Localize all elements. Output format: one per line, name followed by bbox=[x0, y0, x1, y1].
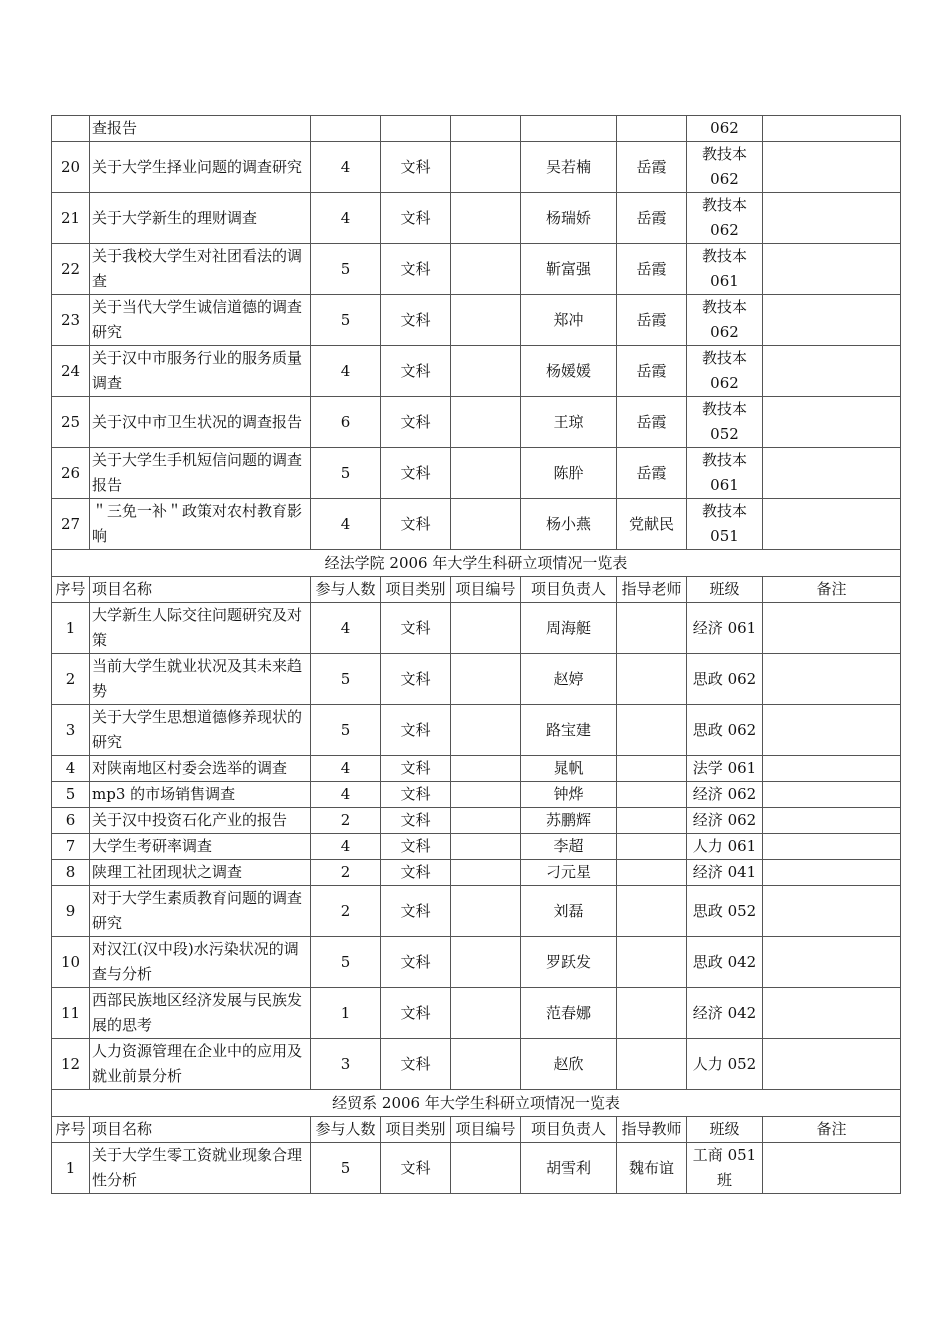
cell-class: 教技本061 bbox=[687, 448, 763, 499]
cell-advisor bbox=[617, 756, 687, 782]
cell-class: 经济 041 bbox=[687, 860, 763, 886]
cell-no: 22 bbox=[52, 244, 90, 295]
cell-class: 人力 061 bbox=[687, 834, 763, 860]
cell-no bbox=[52, 116, 90, 142]
cell-type: 文科 bbox=[381, 193, 451, 244]
project-table bbox=[51, 115, 901, 1194]
cell-advisor: 党献民 bbox=[617, 499, 687, 550]
cell-no: 10 bbox=[52, 937, 90, 988]
cell-leader: 王琼 bbox=[521, 397, 617, 448]
cell-code bbox=[451, 705, 521, 756]
cell-count: 2 bbox=[311, 886, 381, 937]
cell-advisor bbox=[617, 886, 687, 937]
cell-advisor: 指导老师 bbox=[617, 577, 687, 603]
cell-advisor: 岳霞 bbox=[617, 397, 687, 448]
cell-code bbox=[451, 834, 521, 860]
cell-advisor: 岳霞 bbox=[617, 295, 687, 346]
cell-class: 教技本062 bbox=[687, 142, 763, 193]
cell-leader: 项目负责人 bbox=[521, 1117, 617, 1143]
cell-name: 关于大学新生的理财调查 bbox=[90, 193, 311, 244]
cell-name: 项目名称 bbox=[90, 577, 311, 603]
cell-no: 1 bbox=[52, 603, 90, 654]
table-row bbox=[52, 654, 901, 705]
cell-leader: 郑冲 bbox=[521, 295, 617, 346]
cell-class: 思政 052 bbox=[687, 886, 763, 937]
table-row bbox=[52, 988, 901, 1039]
cell-count: 2 bbox=[311, 808, 381, 834]
cell-class: 教技本062 bbox=[687, 295, 763, 346]
cell-name: 关于我校大学生对社团看法的调查 bbox=[90, 244, 311, 295]
cell-code bbox=[451, 756, 521, 782]
cell-name: 关于大学生零工资就业现象合理性分析 bbox=[90, 1143, 311, 1194]
cell-code bbox=[451, 603, 521, 654]
cell-no: 12 bbox=[52, 1039, 90, 1090]
table-row bbox=[52, 116, 901, 142]
cell-name: 人力资源管理在企业中的应用及就业前景分析 bbox=[90, 1039, 311, 1090]
cell-name: 关于汉中市卫生状况的调查报告 bbox=[90, 397, 311, 448]
table-row bbox=[52, 782, 901, 808]
cell-name: 对陕南地区村委会选举的调查 bbox=[90, 756, 311, 782]
cell-class: 经济 042 bbox=[687, 988, 763, 1039]
cell-leader: 晁帆 bbox=[521, 756, 617, 782]
cell-leader: 杨媛媛 bbox=[521, 346, 617, 397]
cell-count: 5 bbox=[311, 295, 381, 346]
cell-class: 062 bbox=[687, 116, 763, 142]
cell-advisor bbox=[617, 808, 687, 834]
cell-no: 27 bbox=[52, 499, 90, 550]
cell-no: 2 bbox=[52, 654, 90, 705]
cell-no: 7 bbox=[52, 834, 90, 860]
cell-no: 11 bbox=[52, 988, 90, 1039]
table-row bbox=[52, 1143, 901, 1194]
cell-code bbox=[451, 397, 521, 448]
table-row bbox=[52, 886, 901, 937]
table-row bbox=[52, 295, 901, 346]
cell-leader: 范春娜 bbox=[521, 988, 617, 1039]
cell-type: 文科 bbox=[381, 142, 451, 193]
table-row bbox=[52, 705, 901, 756]
cell-name: 对于大学生素质教育问题的调查研究 bbox=[90, 886, 311, 937]
cell-count: 6 bbox=[311, 397, 381, 448]
cell-name: 项目名称 bbox=[90, 1117, 311, 1143]
cell-name: 西部民族地区经济发展与民族发展的思考 bbox=[90, 988, 311, 1039]
cell-name: 关于汉中投资石化产业的报告 bbox=[90, 808, 311, 834]
cell-count bbox=[311, 116, 381, 142]
cell-advisor bbox=[617, 834, 687, 860]
cell-advisor bbox=[617, 1039, 687, 1090]
cell-advisor bbox=[617, 705, 687, 756]
cell-note bbox=[763, 499, 901, 550]
cell-count: 3 bbox=[311, 1039, 381, 1090]
cell-class: 法学 061 bbox=[687, 756, 763, 782]
cell-name: 大学生考研率调查 bbox=[90, 834, 311, 860]
cell-type: 文科 bbox=[381, 244, 451, 295]
cell-class: 教技本062 bbox=[687, 346, 763, 397]
cell-note bbox=[763, 346, 901, 397]
cell-count: 4 bbox=[311, 193, 381, 244]
cell-count: 4 bbox=[311, 142, 381, 193]
cell-code bbox=[451, 782, 521, 808]
cell-type: 文科 bbox=[381, 705, 451, 756]
cell-leader: 靳富强 bbox=[521, 244, 617, 295]
cell-advisor: 岳霞 bbox=[617, 142, 687, 193]
cell-code: 项目编号 bbox=[451, 577, 521, 603]
cell-note: 备注 bbox=[763, 577, 901, 603]
cell-type: 文科 bbox=[381, 397, 451, 448]
cell-leader: 项目负责人 bbox=[521, 577, 617, 603]
table-row bbox=[52, 193, 901, 244]
cell-class: 教技本061 bbox=[687, 244, 763, 295]
table-row bbox=[52, 1039, 901, 1090]
header-row bbox=[52, 1117, 901, 1143]
cell-name: 陕理工社团现状之调查 bbox=[90, 860, 311, 886]
cell-code: 项目编号 bbox=[451, 1117, 521, 1143]
header-row bbox=[52, 577, 901, 603]
cell-leader: 周海艇 bbox=[521, 603, 617, 654]
cell-note bbox=[763, 756, 901, 782]
cell-leader: 钟烨 bbox=[521, 782, 617, 808]
cell-leader: 李超 bbox=[521, 834, 617, 860]
cell-note bbox=[763, 654, 901, 705]
section-title-row bbox=[52, 1090, 901, 1117]
table-row bbox=[52, 397, 901, 448]
cell-code bbox=[451, 1039, 521, 1090]
cell-advisor bbox=[617, 654, 687, 705]
cell-type: 文科 bbox=[381, 834, 451, 860]
cell-count: 5 bbox=[311, 705, 381, 756]
cell-count: 参与人数 bbox=[311, 577, 381, 603]
cell-count: 4 bbox=[311, 603, 381, 654]
cell-name: 关于汉中市服务行业的服务质量调查 bbox=[90, 346, 311, 397]
table-row bbox=[52, 808, 901, 834]
cell-note bbox=[763, 397, 901, 448]
cell-leader: 路宝建 bbox=[521, 705, 617, 756]
cell-count: 4 bbox=[311, 756, 381, 782]
cell-note bbox=[763, 782, 901, 808]
cell-leader: 苏鹏辉 bbox=[521, 808, 617, 834]
cell-no: 6 bbox=[52, 808, 90, 834]
cell-type: 文科 bbox=[381, 1039, 451, 1090]
cell-advisor: 指导教师 bbox=[617, 1117, 687, 1143]
cell-type: 文科 bbox=[381, 346, 451, 397]
cell-leader: 刘磊 bbox=[521, 886, 617, 937]
cell-count: 4 bbox=[311, 834, 381, 860]
cell-advisor bbox=[617, 860, 687, 886]
cell-code bbox=[451, 295, 521, 346]
cell-class: 思政 042 bbox=[687, 937, 763, 988]
cell-no: 20 bbox=[52, 142, 90, 193]
table-row bbox=[52, 142, 901, 193]
cell-type: 文科 bbox=[381, 988, 451, 1039]
cell-count: 5 bbox=[311, 448, 381, 499]
cell-code bbox=[451, 193, 521, 244]
cell-no: 24 bbox=[52, 346, 90, 397]
cell-code bbox=[451, 886, 521, 937]
cell-leader: 刁元星 bbox=[521, 860, 617, 886]
cell-name: 关于大学生手机短信问题的调查报告 bbox=[90, 448, 311, 499]
cell-class: 经济 062 bbox=[687, 782, 763, 808]
cell-code bbox=[451, 654, 521, 705]
cell-note bbox=[763, 448, 901, 499]
cell-advisor bbox=[617, 603, 687, 654]
cell-advisor bbox=[617, 782, 687, 808]
cell-type: 文科 bbox=[381, 886, 451, 937]
cell-code bbox=[451, 988, 521, 1039]
cell-name: mp3 的市场销售调查 bbox=[90, 782, 311, 808]
cell-code bbox=[451, 244, 521, 295]
cell-note bbox=[763, 116, 901, 142]
cell-no: 9 bbox=[52, 886, 90, 937]
cell-class: 教技本052 bbox=[687, 397, 763, 448]
cell-no: 序号 bbox=[52, 577, 90, 603]
table-row bbox=[52, 603, 901, 654]
cell-name: 大学新生人际交往问题研究及对策 bbox=[90, 603, 311, 654]
cell-type: 文科 bbox=[381, 448, 451, 499]
cell-count: 5 bbox=[311, 937, 381, 988]
cell-advisor bbox=[617, 116, 687, 142]
cell-note bbox=[763, 603, 901, 654]
cell-advisor: 岳霞 bbox=[617, 193, 687, 244]
table-row bbox=[52, 448, 901, 499]
cell-class: 班级 bbox=[687, 577, 763, 603]
cell-name: 关于当代大学生诚信道德的调查研究 bbox=[90, 295, 311, 346]
cell-class: 思政 062 bbox=[687, 654, 763, 705]
cell-leader: 吴若楠 bbox=[521, 142, 617, 193]
cell-note bbox=[763, 808, 901, 834]
cell-class: 班级 bbox=[687, 1117, 763, 1143]
cell-note bbox=[763, 295, 901, 346]
cell-name: 当前大学生就业状况及其未来趋势 bbox=[90, 654, 311, 705]
cell-no: 序号 bbox=[52, 1117, 90, 1143]
table-row bbox=[52, 834, 901, 860]
cell-code bbox=[451, 937, 521, 988]
cell-advisor: 魏布谊 bbox=[617, 1143, 687, 1194]
cell-note bbox=[763, 142, 901, 193]
cell-note bbox=[763, 988, 901, 1039]
cell-no: 5 bbox=[52, 782, 90, 808]
cell-type: 文科 bbox=[381, 1143, 451, 1194]
cell-note bbox=[763, 244, 901, 295]
cell-type: 文科 bbox=[381, 654, 451, 705]
table-body bbox=[52, 116, 901, 1194]
cell-note bbox=[763, 937, 901, 988]
cell-type: 项目类别 bbox=[381, 577, 451, 603]
cell-type: 文科 bbox=[381, 603, 451, 654]
cell-note bbox=[763, 705, 901, 756]
cell-no: 21 bbox=[52, 193, 90, 244]
cell-class: 经济 061 bbox=[687, 603, 763, 654]
cell-count: 5 bbox=[311, 654, 381, 705]
cell-note bbox=[763, 834, 901, 860]
section-title: 经法学院 2006 年大学生科研立项情况一览表 bbox=[52, 550, 901, 577]
cell-type: 项目类别 bbox=[381, 1117, 451, 1143]
cell-advisor: 岳霞 bbox=[617, 244, 687, 295]
cell-code bbox=[451, 499, 521, 550]
cell-type: 文科 bbox=[381, 756, 451, 782]
cell-note bbox=[763, 1143, 901, 1194]
cell-leader: 陈肸 bbox=[521, 448, 617, 499]
table-row bbox=[52, 756, 901, 782]
cell-type bbox=[381, 116, 451, 142]
cell-class: 教技本051 bbox=[687, 499, 763, 550]
cell-note bbox=[763, 886, 901, 937]
cell-count: 4 bbox=[311, 499, 381, 550]
cell-count: 4 bbox=[311, 346, 381, 397]
section-title: 经贸系 2006 年大学生科研立项情况一览表 bbox=[52, 1090, 901, 1117]
cell-class: 教技本062 bbox=[687, 193, 763, 244]
cell-no: 3 bbox=[52, 705, 90, 756]
cell-note: 备注 bbox=[763, 1117, 901, 1143]
cell-count: 1 bbox=[311, 988, 381, 1039]
cell-no: 1 bbox=[52, 1143, 90, 1194]
cell-note bbox=[763, 1039, 901, 1090]
cell-code bbox=[451, 1143, 521, 1194]
cell-advisor: 岳霞 bbox=[617, 448, 687, 499]
cell-code bbox=[451, 116, 521, 142]
cell-no: 25 bbox=[52, 397, 90, 448]
table-row bbox=[52, 860, 901, 886]
cell-code bbox=[451, 448, 521, 499]
cell-no: 8 bbox=[52, 860, 90, 886]
cell-code bbox=[451, 860, 521, 886]
cell-class: 思政 062 bbox=[687, 705, 763, 756]
cell-leader: 罗跃发 bbox=[521, 937, 617, 988]
cell-note bbox=[763, 193, 901, 244]
cell-leader: 胡雪利 bbox=[521, 1143, 617, 1194]
section-title-row bbox=[52, 550, 901, 577]
cell-type: 文科 bbox=[381, 295, 451, 346]
cell-name: 关于大学生思想道德修养现状的研究 bbox=[90, 705, 311, 756]
cell-name: 查报告 bbox=[90, 116, 311, 142]
cell-count: 参与人数 bbox=[311, 1117, 381, 1143]
cell-no: 23 bbox=[52, 295, 90, 346]
cell-no: 4 bbox=[52, 756, 90, 782]
cell-leader: 杨瑞娇 bbox=[521, 193, 617, 244]
cell-class: 人力 052 bbox=[687, 1039, 763, 1090]
cell-type: 文科 bbox=[381, 860, 451, 886]
cell-leader: 杨小燕 bbox=[521, 499, 617, 550]
table-row bbox=[52, 346, 901, 397]
cell-leader: 赵婷 bbox=[521, 654, 617, 705]
cell-count: 4 bbox=[311, 782, 381, 808]
table-row bbox=[52, 499, 901, 550]
cell-advisor bbox=[617, 937, 687, 988]
table-row bbox=[52, 244, 901, 295]
cell-leader bbox=[521, 116, 617, 142]
cell-count: 5 bbox=[311, 244, 381, 295]
cell-class: 经济 062 bbox=[687, 808, 763, 834]
cell-type: 文科 bbox=[381, 808, 451, 834]
cell-name: 关于大学生择业问题的调查研究 bbox=[90, 142, 311, 193]
cell-type: 文科 bbox=[381, 782, 451, 808]
cell-no: 26 bbox=[52, 448, 90, 499]
cell-name: 对汉江(汉中段)水污染状况的调查与分析 bbox=[90, 937, 311, 988]
cell-name: ＂三免一补＂政策对农村教育影响 bbox=[90, 499, 311, 550]
cell-class: 工商 051班 bbox=[687, 1143, 763, 1194]
cell-code bbox=[451, 808, 521, 834]
cell-advisor bbox=[617, 988, 687, 1039]
table-row bbox=[52, 937, 901, 988]
cell-leader: 赵欣 bbox=[521, 1039, 617, 1090]
cell-count: 5 bbox=[311, 1143, 381, 1194]
cell-code bbox=[451, 346, 521, 397]
cell-count: 2 bbox=[311, 860, 381, 886]
cell-code bbox=[451, 142, 521, 193]
cell-advisor: 岳霞 bbox=[617, 346, 687, 397]
cell-note bbox=[763, 860, 901, 886]
cell-type: 文科 bbox=[381, 937, 451, 988]
cell-type: 文科 bbox=[381, 499, 451, 550]
